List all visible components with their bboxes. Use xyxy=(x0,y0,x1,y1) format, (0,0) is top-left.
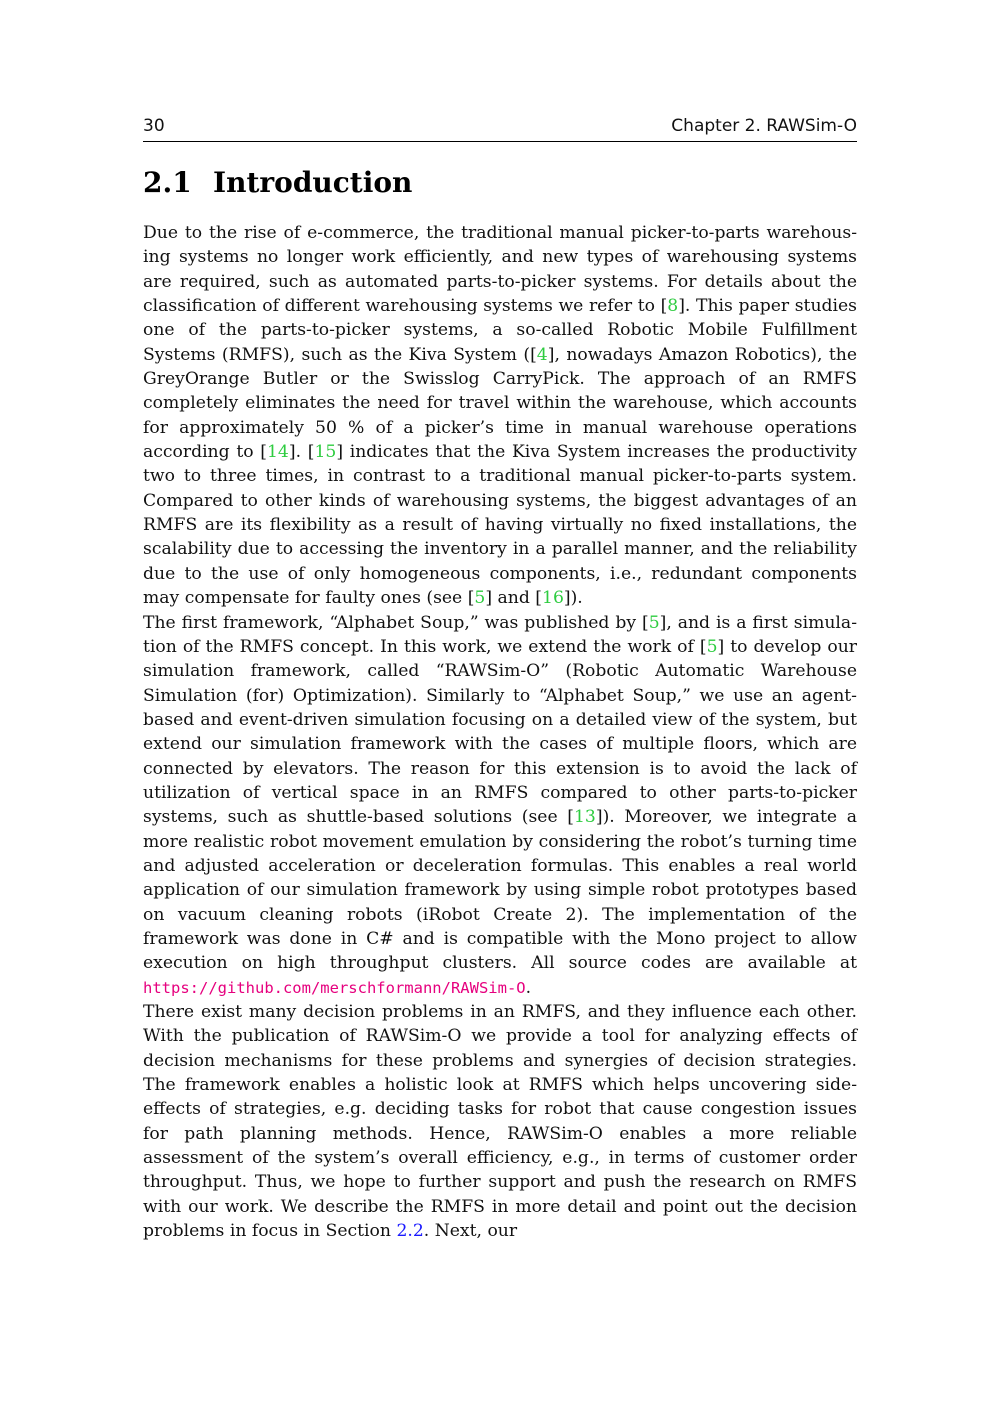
section-heading xyxy=(143,166,412,199)
citation-link[interactable]: 5 xyxy=(648,612,660,633)
page-number: 30 xyxy=(143,116,165,136)
text: There exist many decision problems in an RMFS, and they influence each other. With the publication of RAWSim-O we provide a tool for analyzing effects of decision mechanisms for these problems and synergies of decision strategies. The framework enables a holistic look at RMFS which helps uncovering side-effects of strategies, e.g. deciding tasks for robot that cause congestion issues for path planning methods. Hence, RAWSim-O enables a more reliable assessment of the system’s overall efficiency, e.g., in terms of customer order throughput. Thus, we hope to further support and push the research on RMFS with our work. We describe the RMFS in more detail and point out the decision problems in focus in Section xyxy=(143,1002,857,1242)
citation-link[interactable]: 15 xyxy=(314,442,337,463)
text: The first framework, “Alphabet Soup,” was published by [ xyxy=(143,612,649,633)
text: . Next, our xyxy=(423,1221,518,1242)
text: ] to develop our simulation framework, called “RAWSim-O” (Robotic Automatic Warehouse Simulation (for) Optimization). Similarly to “Alphabet Soup,” we use an agent-based and event-driven simulation focusing on a detailed view of the system, but extend our simulation framework with the cases of multiple floors, which are connected by elevators. The reason for this extension is to avoid the lack of utilization of vertical space in an RMFS compared to other parts-to-picker systems, such as shuttle-based solutions (see [ xyxy=(143,636,857,828)
text: ]. This paper studies one of the parts-to-picker systems, a so-called Robotic Mobile Fulfillment Systems (RMFS), such as the Kiva System ([ xyxy=(143,296,858,365)
citation-link[interactable]: 4 xyxy=(536,344,548,365)
section-title: Introduction xyxy=(213,166,413,199)
text: ], and is a first simulation of the RMFS concept. In this work, we extend the work of [ xyxy=(143,612,857,657)
citation-link[interactable]: 5 xyxy=(706,636,718,657)
text: ] and [ xyxy=(485,588,543,609)
text: ], nowadays Amazon Robotics), the GreyOrange Butler or the Swisslog CarryPick. The approach of an RMFS completely eliminates the need for travel within the warehouse, which accounts for approximately 50 % of a picker’s time in manual warehouse operations according to [ xyxy=(143,344,858,463)
text: ]). xyxy=(563,588,583,609)
text: . xyxy=(525,977,532,998)
citation-link[interactable]: 14 xyxy=(267,442,289,463)
text: ] indicates that the Kiva System increases the productivity two to three times, in contrast to a traditional manual picker-to-parts system. Compared to other kinds of warehousing systems, the biggest advantages of an RMFS are its flexibility as a result of having virtually no fixed installations, the scalability due to accessing the inventory in a parallel manner, and the reliability due to the use of only homogeneous components, i.e., redundant components may compensate for faulty ones (see [ xyxy=(143,442,857,609)
text: ]). Moreover, we integrate a more realistic robot movement emulation by considering the robot’s turning time and adjusted acceleration or deceleration formulas. This enables a real world application of our simulation framework by using simple robot prototypes based on vacuum cleaning robots (iRobot Create 2). The implementation of the framework was done in C# and is compatible with the Mono project to allow execution on high throughput clusters. All source codes are available at xyxy=(143,807,857,974)
text: Due to the rise of e-commerce, the traditional manual picker-to-parts warehousing systems no longer work efficiently, and new types of warehousing systems are required, such as automated parts-to-picker systems. For details about the classification of different warehousing systems we refer to [ xyxy=(143,223,857,317)
running-title: Chapter 2. RAWSim-O xyxy=(671,116,857,136)
paragraph-2 xyxy=(143,611,857,1001)
citation-link[interactable]: 13 xyxy=(573,807,596,828)
text: ]. [ xyxy=(288,442,315,463)
paragraph-1 xyxy=(143,221,857,611)
page-header xyxy=(143,114,857,142)
body-text xyxy=(143,221,857,1243)
citation-link[interactable]: 16 xyxy=(542,588,564,609)
citation-link[interactable]: 5 xyxy=(474,588,486,609)
section-number: 2.1 xyxy=(143,166,192,199)
github-url-link[interactable]: https://github.com/merschformann/RAWSim-O xyxy=(143,978,526,997)
citation-link[interactable]: 8 xyxy=(667,296,679,317)
section-reference-link[interactable]: 2.2 xyxy=(396,1221,424,1242)
paragraph-3 xyxy=(143,1000,857,1243)
